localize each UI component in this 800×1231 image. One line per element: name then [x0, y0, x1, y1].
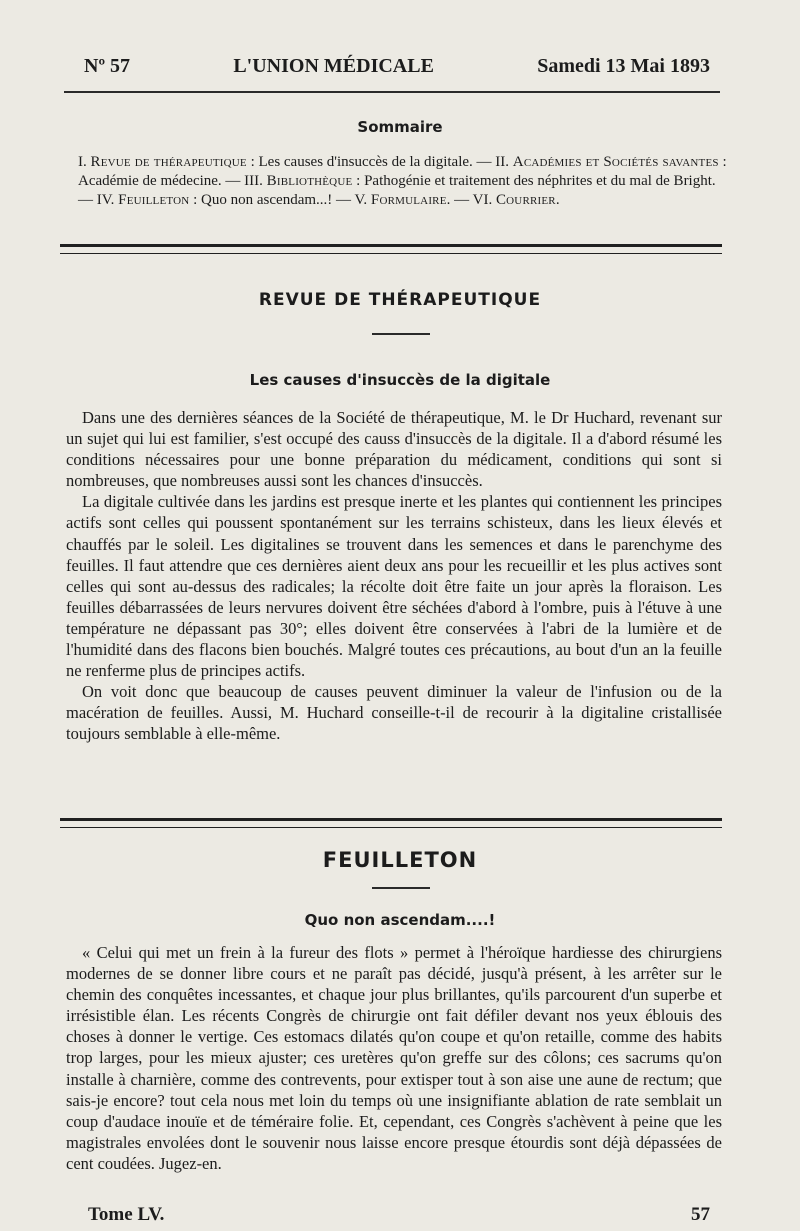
volume-label: Tome LV. [88, 1204, 165, 1225]
title-rule [372, 887, 430, 889]
section-title-feuilleton: FEUILLETON [322, 848, 478, 872]
issue-number: Nº 57 [84, 55, 131, 77]
sommaire-contents: I. Revue de thérapeutique : Les causes d'insuccès de la digitale. — II. Académies et Sociétés savantes : Académie de médecine. — III. Bibliothèque : Pathogénie et traitement des néphrites et du mal de Bright. — IV. Feuilleton : Quo non ascendam...! — V. Formulaire. — VI. Courrier. [78, 154, 727, 208]
sommaire-title: Sommaire [357, 118, 443, 136]
journal-title: L'UNION MÉDICALE [233, 55, 434, 77]
paragraph: Dans une des dernières séances de la Société de thérapeutique, M. le Dr Huchard, revenant sur un sujet qui lui est familier, s'est occupé des causs d'insuccès de la digitale. Il a d'abord résumé les conditions nécessaires pour une bonne préparation du médicament, conditions qui sont si nombreuses, que nombreuses aussi sont les chances d'insuccès. [66, 408, 722, 491]
article-body-digitale [66, 407, 722, 745]
section-title-revue: REVUE DE THÉRAPEUTIQUE [258, 290, 542, 310]
article-title-feuilleton: Quo non ascendam....! [304, 911, 496, 929]
paragraph: La digitale cultivée dans les jardins est presque inerte et les plantes qui contiennent les principes actifs sont celles qui poussent spontanément sur les terrains schisteux, dans les lieux élevés et chauffés par le soleil. Les digitalines se trouvent dans les semences et dans le parenchyme des feuilles. Il faut attendre que ces dernières aient deux ans pour les recueillir et les plus actives sont celles qui sont au-dessus des radicales; la récolte doit être faite un jour après la floraison. Les feuilles débarrassées de leurs nervures doivent être séchées d'abord à l'ombre, puis à l'étuve à une température ne dépassant pas 30°; elles doivent être conservées à l'abri de la lumière et de l'humidité dans des flacons bien bouchés. Malgré toutes ces précautions, au bout d'un an la feuille ne renferme plus de principes actifs. [66, 492, 722, 681]
page-number: 57 [691, 1204, 710, 1225]
paragraph: « Celui qui met un frein à la fureur des flots » permet à l'héroïque hardiesse des chirurgiens modernes de se donner libre cours et ne paraît pas décidé, jusqu'à présent, à les arrêter sur le chemin des conquêtes incessantes, et chaque jour plus brillantes, qu'ils parcourent d'un superbe et irrésistible élan. Les récents Congrès de chirurgie ont fait défiler devant nos yeux éblouis des choses à donner le vertige. Ces estomacs dilatés qu'on coupe et qu'on retaille, comme des habits trop larges, pour les mieux ajuster; ces uretères qu'on greffe sur des côlons; ces sacrums qu'on installe à charnière, comme des contrevents, pour extisper tout à son aise une aune de rectum; que sais-je encore? tout cela nous met loin du temps où une insignifiante ablation de rate semblait un coup d'audace inouïe et de téméraire folie. Et, cependant, ces Congrès s'achèvent à peine que les magistrales envolées dont le souvenir nous laisse encore presque étourdis sont déjà dépassées de cent coudées. Jugez-en. [66, 943, 722, 1173]
running-header [84, 55, 710, 87]
article-title-digitale: Les causes d'insuccès de la digitale [249, 371, 551, 389]
section-divider [60, 244, 722, 254]
title-rule [372, 333, 430, 335]
issue-date: Samedi 13 Mai 1893 [537, 55, 710, 77]
section-divider [60, 818, 722, 828]
header-rule [64, 91, 720, 93]
page-footer [88, 1204, 710, 1230]
article-body-feuilleton [66, 942, 722, 1174]
paragraph: On voit donc que beaucoup de causes peuvent diminuer la valeur de l'infusion ou de la macération de feuilles. Aussi, M. Huchard conseille-t-il de recourir à la digitaline cristallisée toujours semblable à elle-même. [66, 682, 722, 744]
